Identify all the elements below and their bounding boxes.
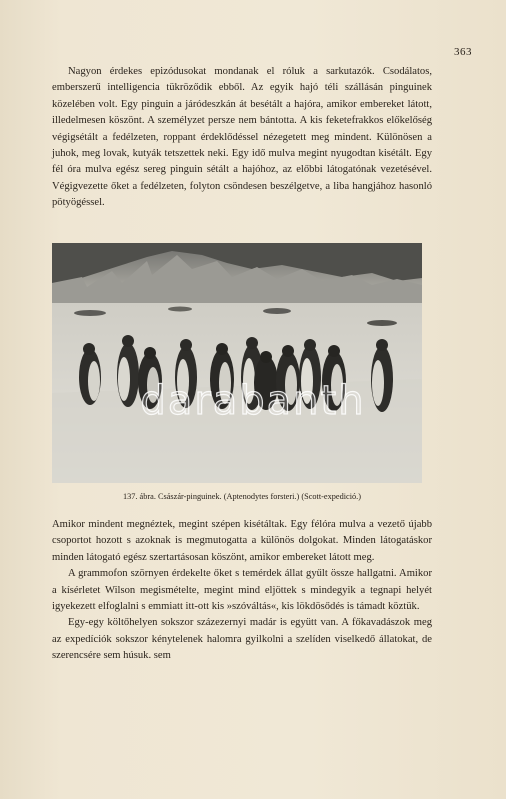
distant-seal: [74, 310, 106, 316]
bottom-text-block: [52, 517, 432, 665]
paragraph: Egy-egy költőhelyen sokszor százezernyi madár is együtt van. A főkavadászok meg az expedíciók sokszor kénytelenek halomra gyilkolni a szelíden viselkedő állatokat, de szerencsére sem húsuk. sem: [52, 617, 432, 662]
paragraph: A grammofon szörnyen érdekelte őket s temérdek állat gyűlt össze hallgatni. Amikor a kísérletet Wilson megismételte, megint mind eljöttek s mindegyik a tegnapi helyét igyekezett elfoglalni s emmiatt itt-ott kis »szóváltás«, kis lökdösődés is támadt köztük.: [52, 568, 432, 613]
paragraph: Amikor mindent megnéztek, megint szépen kisétáltak. Egy félóra mulva a vezető újabb csoportot hozott s azoknak is megmutogatta a különös dolgokat. Minden látogatáskor minden látogató egész szertartásosan köszönt, amikor embereket látott meg.: [52, 519, 432, 563]
page-number: 363: [454, 46, 472, 58]
distant-seal: [263, 308, 291, 314]
figure-caption: 137. ábra. Császár-pinguinek. (Aptenodytes forsteri.) (Scott-expedició.): [122, 492, 362, 501]
snow-ground: [52, 379, 422, 483]
top-text-block: [52, 64, 432, 212]
penguin-illustration: [52, 243, 422, 483]
penguin-photo: [52, 243, 422, 483]
distant-seal: [367, 320, 397, 326]
paragraph: Nagyon érdekes epizódusokat mondanak el róluk a sarkutazók. Csodálatos, emberszerű intelligencia tükröződik ebből. Az egyik hajó téli szállásán pinguinek közelében volt. Egy pinguin a járódeszkán át besétált a hajóra, amikor embereket látott, illedelmesen köszönt. A személyzet persze nem bántotta. A kis feketefrakkos előkelőség végigsétált a fedélzeten, roppant érdeklődéssel nézegetett meg mindent. Különösen a juhok, meg lovak, kutyák tetszettek neki. Egy idő mulva megint nyugodtan kisétált. Egy fél óra mulva egész sereg pinguin sétált a hajóhoz, az előbbi látogatónak vezetésével. Végigvezette őket a fedélzeten, folyton csöndesen beszélgetve, a liba hangjához hasonló pötyögéssel.: [52, 66, 432, 209]
distant-seal: [168, 307, 192, 312]
